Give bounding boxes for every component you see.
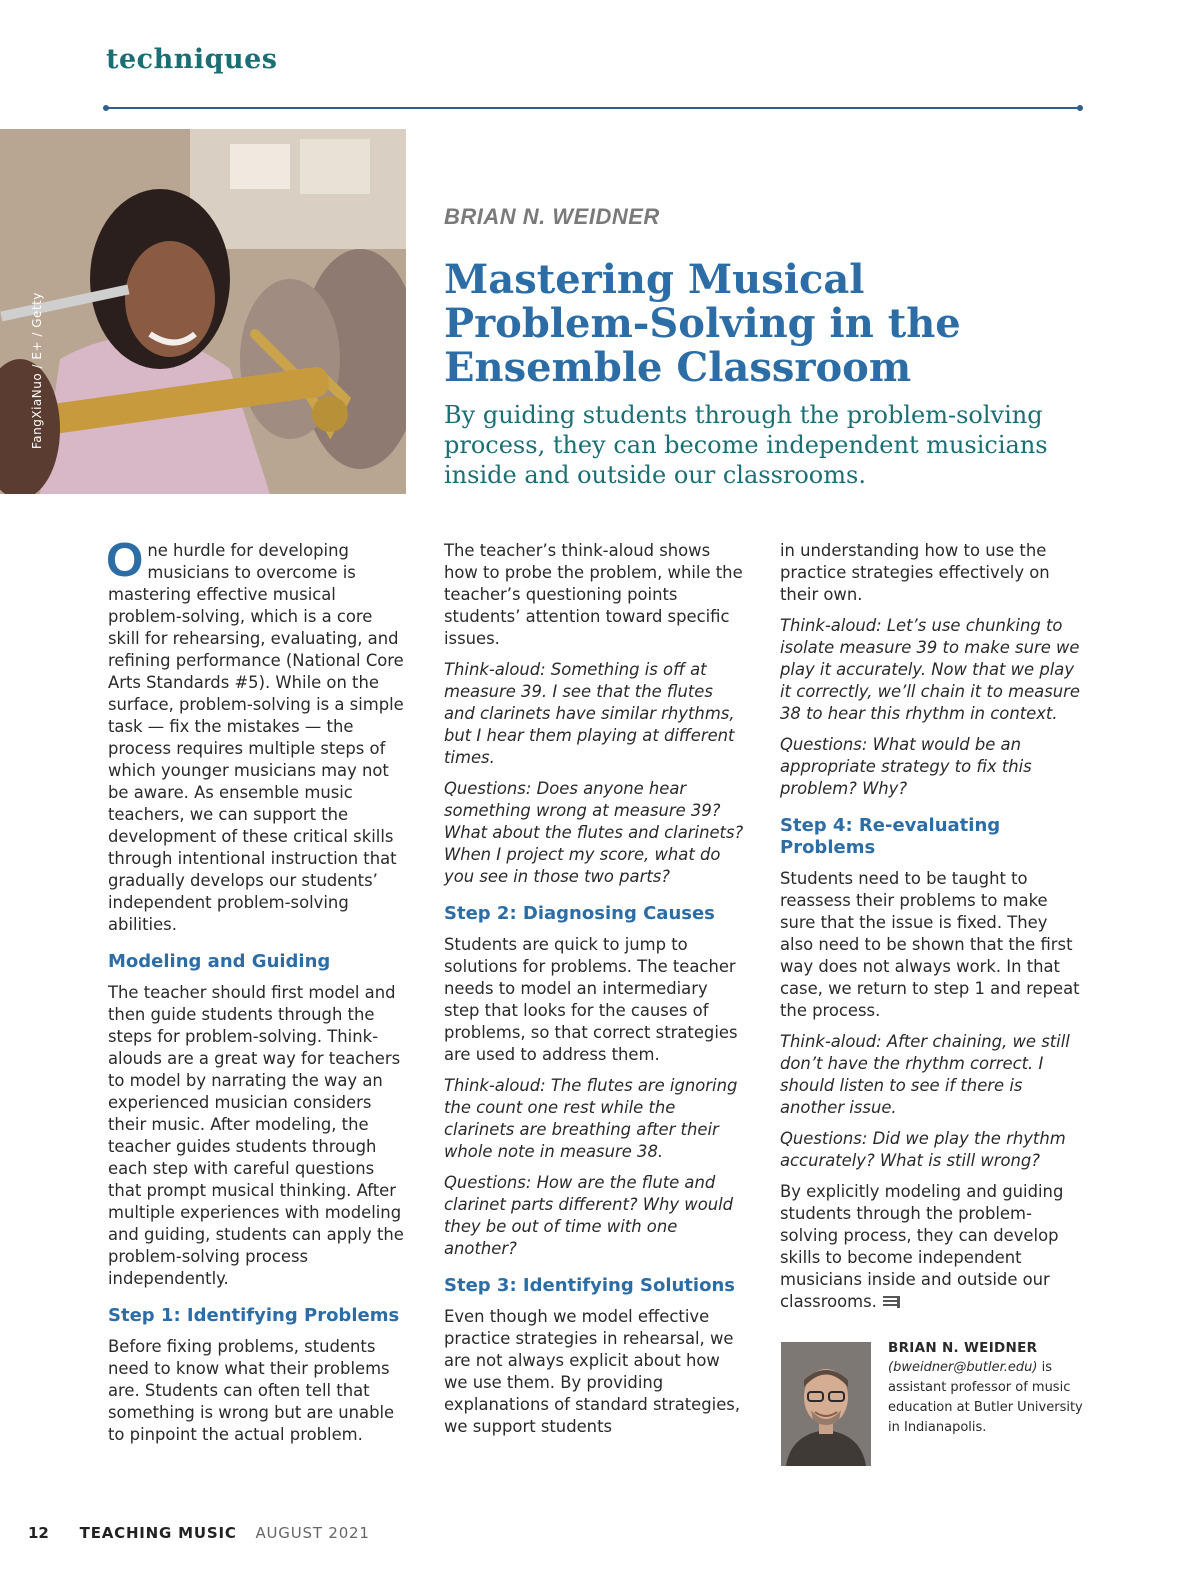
paragraph: The teacher’s think-aloud shows how to probe the problem, while the teacher’s questioning points students’ attention toward specific issues. bbox=[444, 541, 743, 648]
heading-step4: Step 4: Re-evaluating Problems bbox=[780, 815, 1001, 858]
header-divider bbox=[106, 107, 1080, 109]
heading-step3: Step 3: Identifying Solutions bbox=[444, 1275, 735, 1296]
author-email[interactable]: (bweidner@butler.edu) bbox=[888, 1360, 1038, 1375]
questions: Questions: Did we play the rhythm accurately? What is still wrong? bbox=[780, 1129, 1066, 1170]
column-1 bbox=[106, 534, 408, 1455]
column-2 bbox=[444, 540, 744, 1447]
think-aloud: Think-aloud: After chaining, we still don’t have the rhythm correct. I should listen to see if there is another issue. bbox=[780, 1032, 1070, 1117]
questions: Questions: Does anyone hear something wrong at measure 39? What about the flutes and clarinets? When I project my score, what do you see in those two parts? bbox=[444, 779, 744, 886]
heading-modeling: Modeling and Guiding bbox=[108, 951, 331, 972]
column-3 bbox=[780, 540, 1080, 1322]
author-description: is assistant professor of music education at Butler University in Indianapolis. bbox=[888, 1360, 1083, 1435]
paragraph: Students are quick to jump to solutions for problems. The teacher needs to model an intermediary step that looks for the causes of problems, so that correct strategies are used to address them. bbox=[444, 935, 738, 1064]
think-aloud: Think-aloud: The flutes are ignoring the count one rest while the clarinets are breathing after their whole note in measure 38. bbox=[444, 1076, 738, 1161]
issue-date: AUGUST 2021 bbox=[255, 1524, 370, 1542]
magazine-name: TEACHING MUSIC bbox=[79, 1524, 237, 1542]
band-students-illustration bbox=[0, 129, 406, 494]
author-portrait bbox=[781, 1342, 871, 1466]
page-number: 12 bbox=[28, 1524, 49, 1542]
paragraph: Even though we model effective practice strategies in rehearsal, we are not always explicit about how we use them. By providing explanations of standard strategies, we support students bbox=[444, 1307, 741, 1436]
conclusion-paragraph: By explicitly modeling and guiding students through the problem-solving process, they can develop skills to become independent musicians inside and outside our classrooms. bbox=[780, 1182, 1064, 1311]
photo-credit: FangXiaNuo / E+ / Getty bbox=[30, 292, 44, 449]
author-name: BRIAN N. WEIDNER bbox=[888, 1340, 1038, 1356]
page-footer bbox=[28, 1524, 370, 1542]
intro-paragraph: One hurdle for developing musicians to overcome is mastering effective musical problem-solving, which is a core skill for rehearsing, evaluating, and refining performance (National Core Arts Standards #5). While on the surface, problem-solving is a simple task — fix the mistakes — the process requires multiple steps of which younger musicians may not be aware. As ensemble music teachers, we can support the development of these critical skills through intentional instruction that gradually develops our students’ independent problem-solving abilities. bbox=[106, 534, 404, 934]
end-mark-icon bbox=[883, 1296, 900, 1308]
think-aloud: Think-aloud: Let’s use chunking to isolate measure 39 to make sure we play it accurately. Now that we play it correctly, we’ll chain it to measure 38 to hear this rhythm in context. bbox=[780, 616, 1080, 723]
section-tag: techniques bbox=[106, 44, 278, 75]
questions: Questions: How are the flute and clarinet parts different? Why would they be out of time with one another? bbox=[444, 1173, 734, 1258]
heading-step1: Step 1: Identifying Problems bbox=[108, 1305, 400, 1326]
article-deck: By guiding students through the problem-solving process, they can become independent musicians inside and outside our classrooms. bbox=[444, 401, 1048, 489]
byline: BRIAN N. WEIDNER bbox=[444, 204, 660, 229]
author-bio bbox=[888, 1338, 1088, 1438]
heading-step2: Step 2: Diagnosing Causes bbox=[444, 903, 715, 924]
author-photo bbox=[781, 1342, 871, 1466]
paragraph: Students need to be taught to reassess their problems to make sure that the issue is fixed. They also need to be shown that the first way does not always work. In that case, we return to step 1 and repeat the process. bbox=[780, 869, 1080, 1020]
paragraph: The teacher should first model and then guide students through the steps for problem-solving. Think-alouds are a great way for teachers to model by narrating the way an experienced musician considers their music. After modeling, the teacher guides students through each step with careful questions that prompt musical thinking. After multiple experiences with modeling and guiding, students can apply the problem-solving process independently. bbox=[108, 983, 404, 1288]
drop-cap: O bbox=[106, 534, 144, 587]
paragraph: in understanding how to use the practice strategies effectively on their own. bbox=[780, 541, 1050, 604]
paragraph: Before fixing problems, students need to know what their problems are. Students can often tell that something is wrong but are unable to pinpoint the actual problem. bbox=[108, 1337, 395, 1444]
hero-photo bbox=[0, 129, 406, 494]
think-aloud: Think-aloud: Something is off at measure 39. I see that the flutes and clarinets have similar rhythms, but I hear them playing at different times. bbox=[444, 660, 735, 767]
questions: Questions: What would be an appropriate strategy to fix this problem? Why? bbox=[780, 735, 1032, 798]
article-title: Mastering Musical Problem-Solving in the Ensemble Classroom bbox=[444, 256, 961, 391]
